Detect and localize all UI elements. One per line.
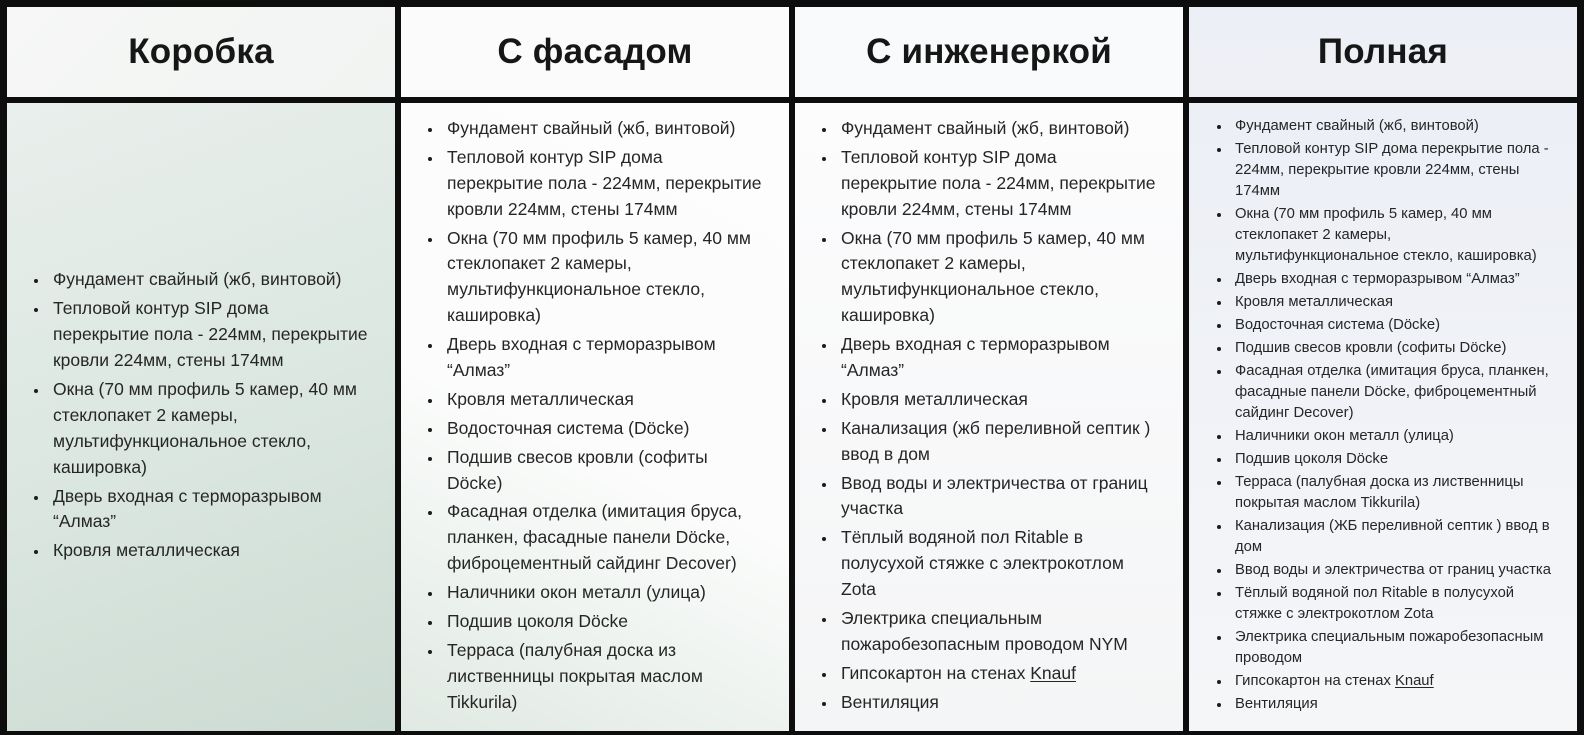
feature-list: [419, 113, 763, 719]
package-column-s-inzhenerkoy: [795, 7, 1183, 731]
feature-item: • Окна (70 мм профиль 5 камер, 40 мм стеклопакет 2 камеры, мультифункциональное стекло, кашировка): [837, 226, 1157, 330]
feature-item: [837, 661, 1157, 687]
feature-item: • Подшив цоколя Döcke: [443, 609, 763, 635]
feature-item: [1231, 671, 1551, 692]
package-title: С инженеркой: [866, 32, 1112, 71]
feature-item: • Ввод воды и электричества от границ участка: [1231, 560, 1551, 581]
feature-item: • Терраса (палубная доска из лиственницы покрытая маслом Tikkurila): [443, 638, 763, 716]
feature-list: [813, 113, 1157, 719]
feature-item: • Электрика специальным пожаробезопасным проводом NYM: [837, 606, 1157, 658]
knauf-link[interactable]: Knauf: [1030, 662, 1076, 683]
feature-item: • Окна (70 мм профиль 5 камер, 40 мм стеклопакет 2 камеры, мультифункциональное стекло, кашировка): [443, 226, 763, 330]
package-header-polnaya: [1189, 7, 1577, 103]
feature-item: • Подшив свесов кровли (софиты Döcke): [443, 445, 763, 497]
feature-item: • Подшив свесов кровли (софиты Döcke): [1231, 338, 1551, 359]
feature-item: • Кровля металлическая: [1231, 292, 1551, 313]
feature-item: • Дверь входная с терморазрывом “Алмаз”: [1231, 269, 1551, 290]
package-column-polnaya: [1189, 7, 1577, 731]
feature-item: • Тепловой контур SIP дома перекрытие пола - 224мм, перекрытие кровли 224мм, стены 174мм: [1231, 139, 1551, 202]
feature-item: • Электрика специальным пожаробезопасным проводом: [1231, 627, 1551, 669]
feature-item: • Фундамент свайный (жб, винтовой): [49, 267, 369, 293]
package-body-s-fasadom: [401, 103, 789, 731]
knauf-link[interactable]: Knauf: [1394, 673, 1434, 690]
feature-item: • Тёплый водяной пол Ritable в полусухой стяжке с электрокотлом Zota: [837, 525, 1157, 603]
feature-item: • Окна (70 мм профиль 5 камер, 40 мм стеклопакет 2 камеры, мультифункциональное стекло, кашировка): [1231, 204, 1551, 267]
feature-item: • Дверь входная с терморазрывом “Алмаз”: [837, 332, 1157, 384]
feature-item: • Фундамент свайный (жб, винтовой): [443, 116, 763, 142]
feature-item: • Фундамент свайный (жб, винтовой): [1231, 116, 1551, 137]
feature-item: • Канализация (жб переливной септик ) ввод в дом: [837, 416, 1157, 468]
feature-text: Гипсокартон на стенах: [1235, 673, 1395, 690]
feature-item: • Тёплый водяной пол Ritable в полусухой стяжке с электрокотлом Zota: [1231, 583, 1551, 625]
feature-item: • Кровля металлическая: [49, 538, 369, 564]
package-column-s-fasadom: [401, 7, 789, 731]
feature-item: • Вентиляция: [1231, 694, 1551, 715]
package-header-s-fasadom: [401, 7, 789, 103]
feature-item: • Тепловой контур SIP дома перекрытие пола - 224мм, перекрытие кровли 224мм, стены 174мм: [443, 145, 763, 223]
package-title: Коробка: [128, 32, 274, 71]
package-column-korobka: [7, 7, 395, 731]
package-header-s-inzhenerkoy: [795, 7, 1183, 103]
feature-item: • Водосточная система (Döcke): [443, 416, 763, 442]
package-body-polnaya: [1189, 103, 1577, 731]
feature-item: • Подшив цоколя Döcke: [1231, 449, 1551, 470]
feature-item: • Фундамент свайный (жб, винтовой): [837, 116, 1157, 142]
feature-list: [25, 264, 369, 567]
feature-item: • Кровля металлическая: [443, 387, 763, 413]
feature-item: • Наличники окон металл (улица): [1231, 426, 1551, 447]
feature-item: • Дверь входная с терморазрывом “Алмаз”: [443, 332, 763, 384]
package-header-korobka: [7, 7, 395, 103]
feature-item: • Окна (70 мм профиль 5 камер, 40 мм стеклопакет 2 камеры, мультифункциональное стекло, кашировка): [49, 377, 369, 481]
feature-item: • Вентиляция: [837, 690, 1157, 716]
feature-item: • Терраса (палубная доска из лиственницы покрытая маслом Tikkurila): [1231, 472, 1551, 514]
feature-item: • Ввод воды и электричества от границ участка: [837, 471, 1157, 523]
feature-item: • Фасадная отделка (имитация бруса, планкен, фасадные панели Döcke, фиброцементный сайдинг Decover): [443, 499, 763, 577]
feature-item: • Кровля металлическая: [837, 387, 1157, 413]
feature-item: • Тепловой контур SIP дома перекрытие пола - 224мм, перекрытие кровли 224мм, стены 174мм: [837, 145, 1157, 223]
feature-item: • Канализация (ЖБ переливной септик ) ввод в дом: [1231, 516, 1551, 558]
feature-list: [1207, 114, 1551, 717]
package-body-s-inzhenerkoy: [795, 103, 1183, 731]
feature-item: • Тепловой контур SIP дома перекрытие пола - 224мм, перекрытие кровли 224мм, стены 174мм: [49, 296, 369, 374]
package-body-korobka: [7, 103, 395, 731]
feature-item: • Дверь входная с терморазрывом “Алмаз”: [49, 484, 369, 536]
feature-item: • Фасадная отделка (имитация бруса, планкен, фасадные панели Döcke, фиброцементный сайдинг Decover): [1231, 361, 1551, 424]
feature-text: Гипсокартон на стенах: [841, 662, 1031, 683]
package-title: Полная: [1317, 32, 1449, 71]
feature-item: • Водосточная система (Döcke): [1231, 315, 1551, 336]
package-title: С фасадом: [497, 32, 693, 71]
feature-item: • Наличники окон металл (улица): [443, 580, 763, 606]
